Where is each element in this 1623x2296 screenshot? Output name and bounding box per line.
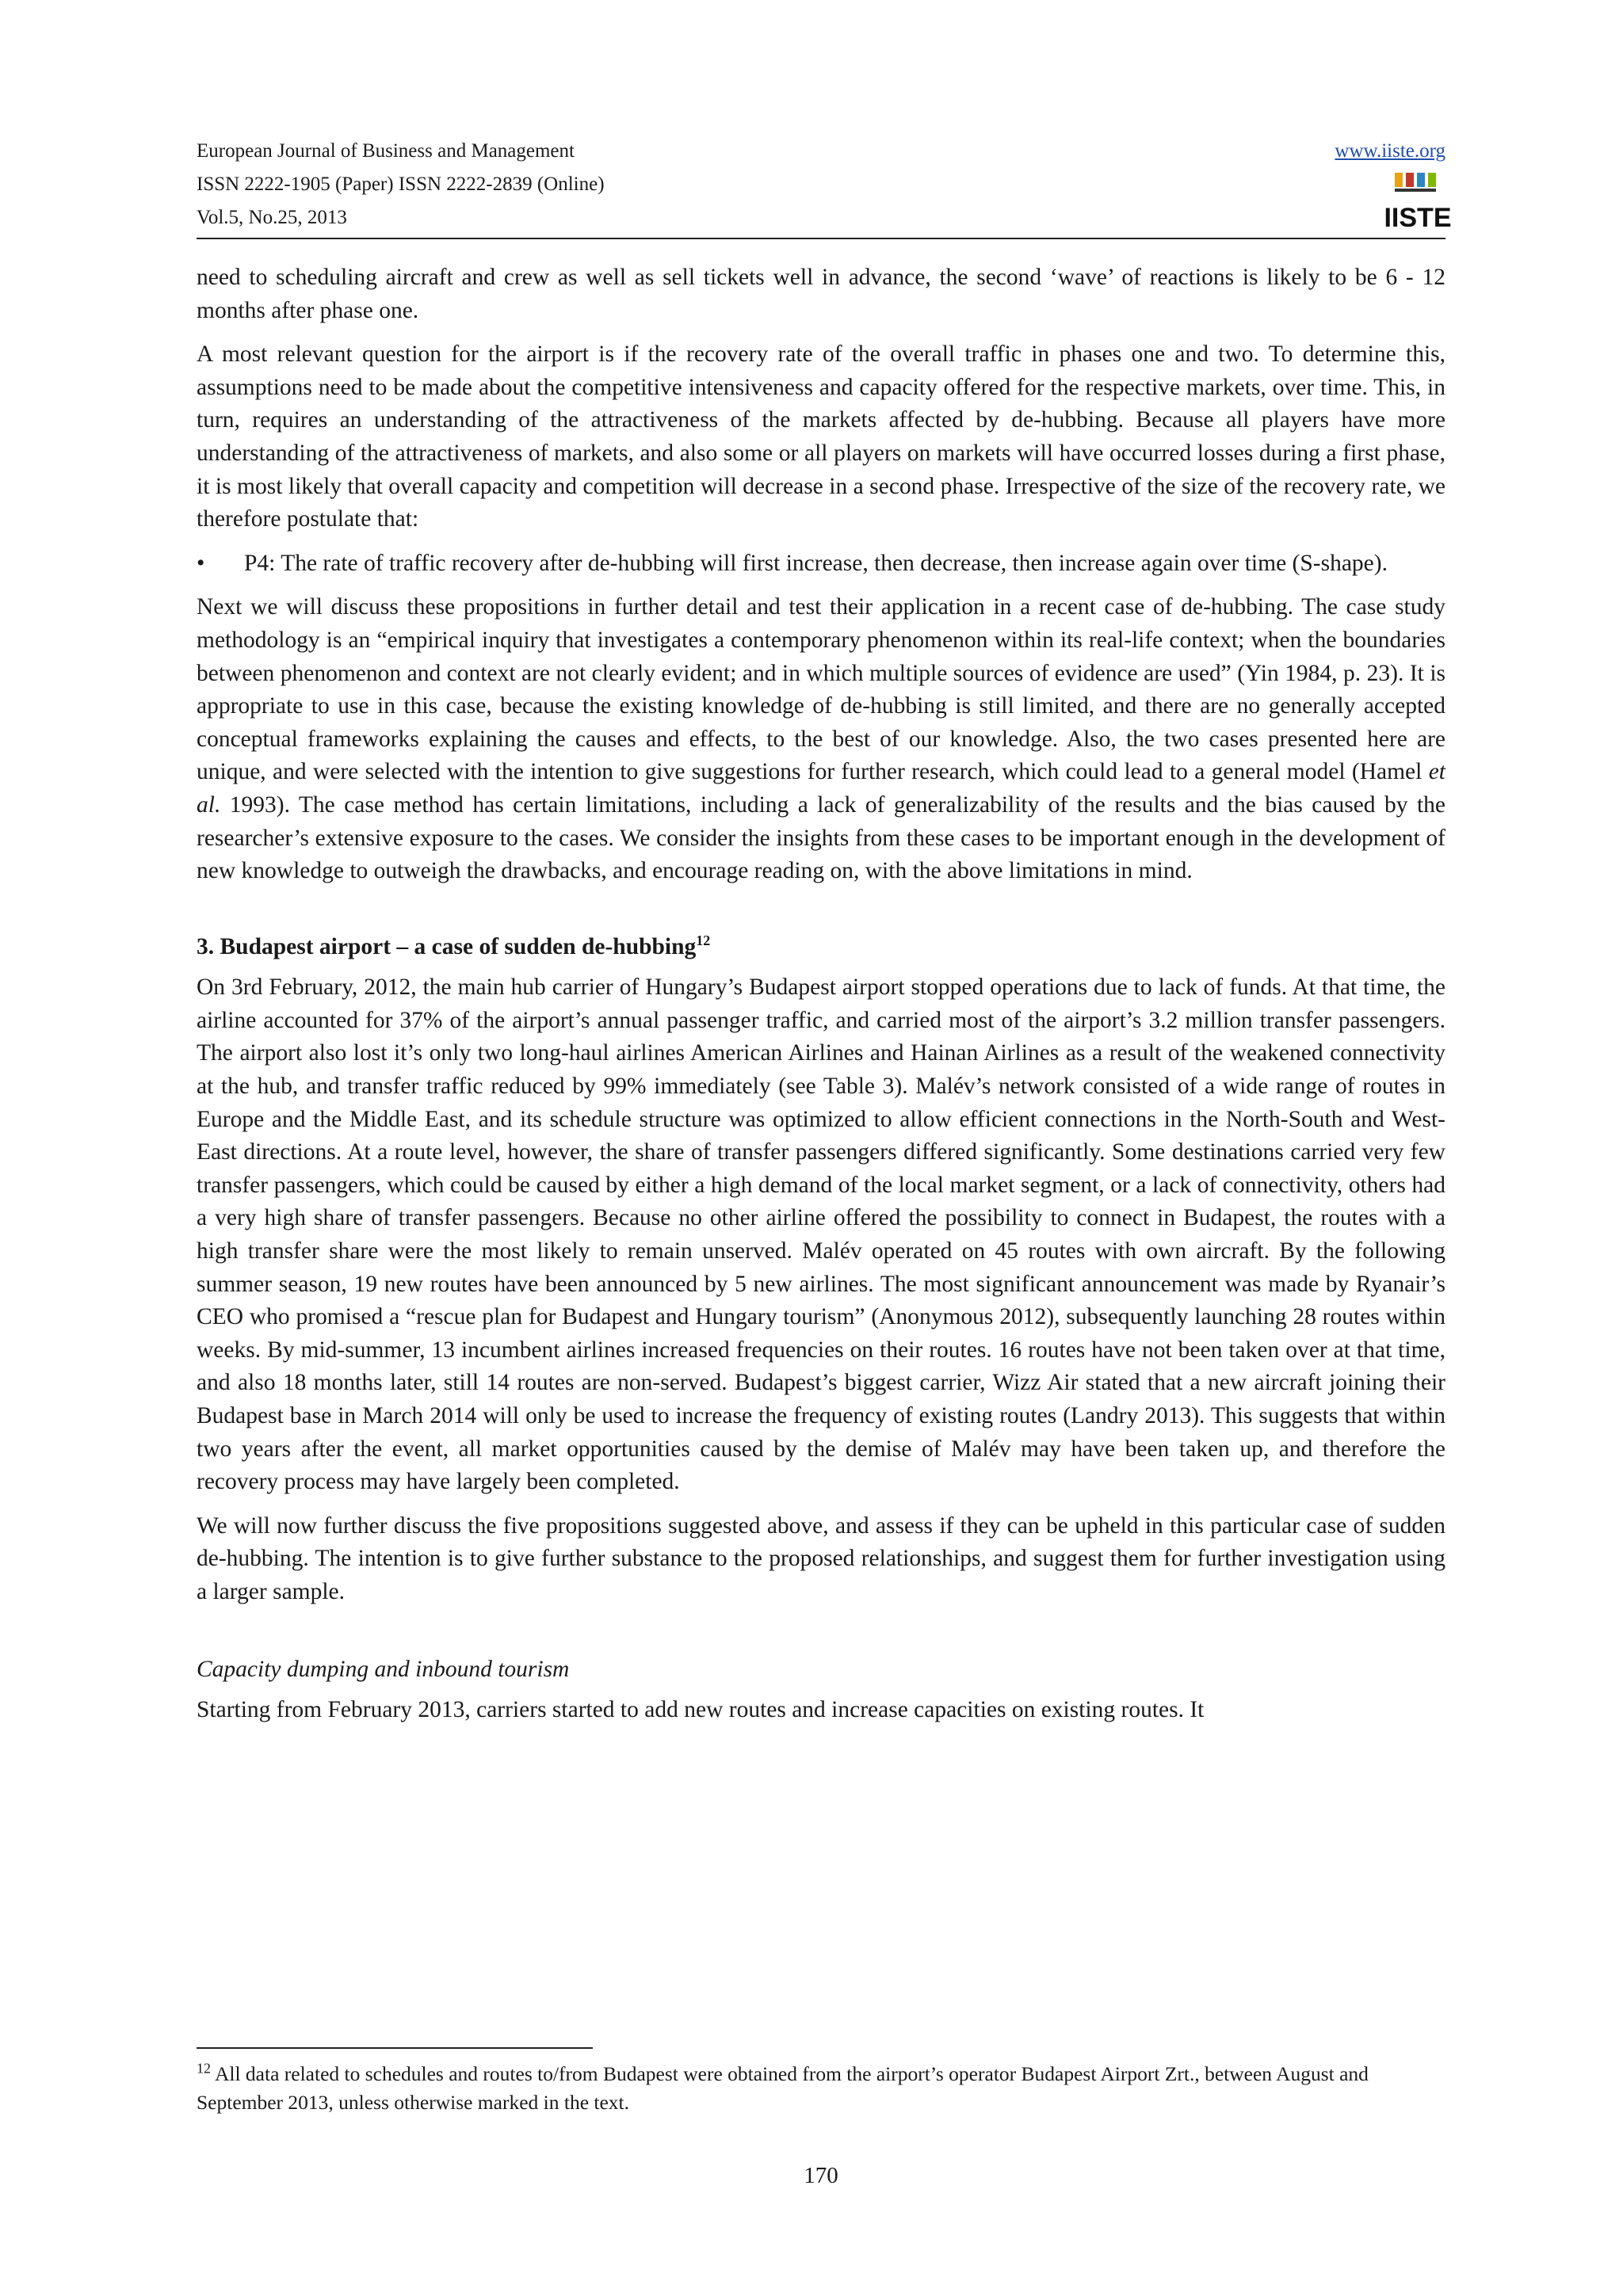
paragraph: Starting from February 2013, carriers started to add new routes and increase capacities on existing routes. It — [197, 1697, 1205, 1723]
page-header — [197, 135, 1452, 238]
header-right — [1335, 135, 1452, 233]
subsection-heading: Capacity dumping and inbound tourism — [197, 1656, 570, 1682]
footnote-reference[interactable]: 12 — [696, 932, 711, 948]
paragraph — [197, 591, 1445, 887]
journal-name: European Journal of Business and Management — [197, 140, 575, 162]
paragraph-text: Next we will discuss these propositions in further detail and test their application in a recent case of de-hubbing. The case study methodology is an “empirical inquiry that investigates a contemporary phenomenon within its real-life context; when the boundaries between phenomenon and context are not clearly evident; and in which multiple sources of evidence are used” (Yin 1984, p. 23). It is appropriate to use in this case, because the existing knowledge of de-hubbing is still limited, and there are no generally accepted conceptual frameworks explaining the causes and effects, to the best of our knowledge. Also, the two cases presented here are unique, and were selected with the intention to give suggestions for further research, which could lead to a general model (Hamel — [197, 594, 1445, 785]
section-title: 3. Budapest airport – a case of sudden de-hubbing — [197, 933, 697, 959]
proposition-bullet — [197, 547, 1445, 581]
issn-line: ISSN 2222-1905 (Paper) ISSN 2222-2839 (Online) — [197, 174, 605, 195]
article-body — [197, 261, 1445, 1738]
page-number: 170 — [804, 2163, 838, 2188]
paragraph: A most relevant question for the airport is if the recovery rate of the overall traffic in phases one and two. To determine this, assumptions need to be made about the competitive intensiveness and capacity offered for the respective markets, over time. This, in turn, requires an understanding of the attractiveness of the markets affected by de-hubbing. Because all players have more understanding of the attractiveness of markets, and also some or all players on markets will have occurred losses during a first phase, it is most likely that overall capacity and competition will decrease in a second phase. Irrespective of the size of the recovery rate, we therefore postulate that: — [197, 341, 1445, 532]
footnote-rule — [197, 2047, 593, 2049]
volume-line: Vol.5, No.25, 2013 — [197, 207, 347, 228]
bullet-text: P4: The rate of traffic recovery after de-hubbing will first increase, then decrease, then increase again over time (S-shape). — [244, 550, 1388, 576]
section-heading — [197, 931, 1445, 964]
iiste-logo-icon — [1384, 170, 1452, 233]
paragraph-text: 1993). The case method has certain limitations, including a lack of generalizability of the results and the bias caused by the researcher’s extensive exposure to the cases. We consider the insights from these cases to be important enough in the development of new knowledge to outweigh the drawbacks, and encourage reading on, with the above limitations in mind. — [197, 791, 1445, 884]
footnote-number: 12 — [197, 2060, 211, 2077]
et-al: et al. — [197, 759, 1445, 818]
bullet-icon: • — [197, 550, 205, 576]
paragraph: On 3rd February, 2012, the main hub carrier of Hungary’s Budapest airport stopped operations due to lack of funds. At that time, the airline accounted for 37% of the airport’s annual passenger traffic, and carried most of the airport’s 3.2 million transfer passengers. The airport also lost it’s only two long-haul airlines American Airlines and Hainan Airlines as a result of the weakened connectivity at the hub, and transfer traffic reduced by 99% immediately (see Table 3). Malév’s network consisted of a wide range of routes in Europe and the Middle East, and its schedule structure was optimized to allow efficient connections in the North-South and West-East directions. At a route level, however, the share of transfer passengers differed significantly. Some destinations carried very few transfer passengers, which could be caused by either a high demand of the local market segment, or a lack of connectivity, others had a very high share of transfer passengers. Because no other airline offered the possibility to connect in Budapest, the routes with a high transfer share were the most likely to remain unserved. Malév operated on 45 routes with own aircraft. By the following summer season, 19 new routes have been announced by 5 new airlines. The most significant announcement was made by Ryanair’s CEO who promised a “rescue plan for Budapest and Hungary tourism” (Anonymous 2012), subsequently launching 28 routes within weeks. By mid-summer, 13 incumbent airlines increased frequencies on their routes. 16 routes have not been taken over at that time, and also 18 months later, still 14 routes are non-served. Budapest’s biggest carrier, Wizz Air stated that a new aircraft joining their Budapest base in March 2014 will only be used to increase the frequency of existing routes (Landry 2013). This suggests that within two years after the event, all market opportunities caused by the demise of Malév may have been taken up, and therefore the recovery process may have largely been completed. — [197, 974, 1445, 1495]
footnote-text: All data related to schedules and routes to/from Budapest were obtained from the airport’s operator Budapest Airport Zrt., between August and September 2013, unless otherwise marked in the text. — [197, 2062, 1369, 2114]
journal-url-link[interactable]: www.iiste.org — [1335, 140, 1445, 162]
svg-text:IISTE: IISTE — [1384, 203, 1452, 233]
paragraph: We will now further discuss the five propositions suggested above, and assess if they can be upheld in this particular case of sudden de-hubbing. The intention is to give further substance to the proposed relationships, and suggest them for further investigation using a larger sample. — [197, 1512, 1445, 1604]
header-rule — [197, 238, 1445, 239]
paragraph: need to scheduling aircraft and crew as well as sell tickets well in advance, the second ‘wave’ of reactions is likely to be 6 - 12 months after phase one. — [197, 265, 1445, 323]
footnote — [197, 2060, 1445, 2117]
